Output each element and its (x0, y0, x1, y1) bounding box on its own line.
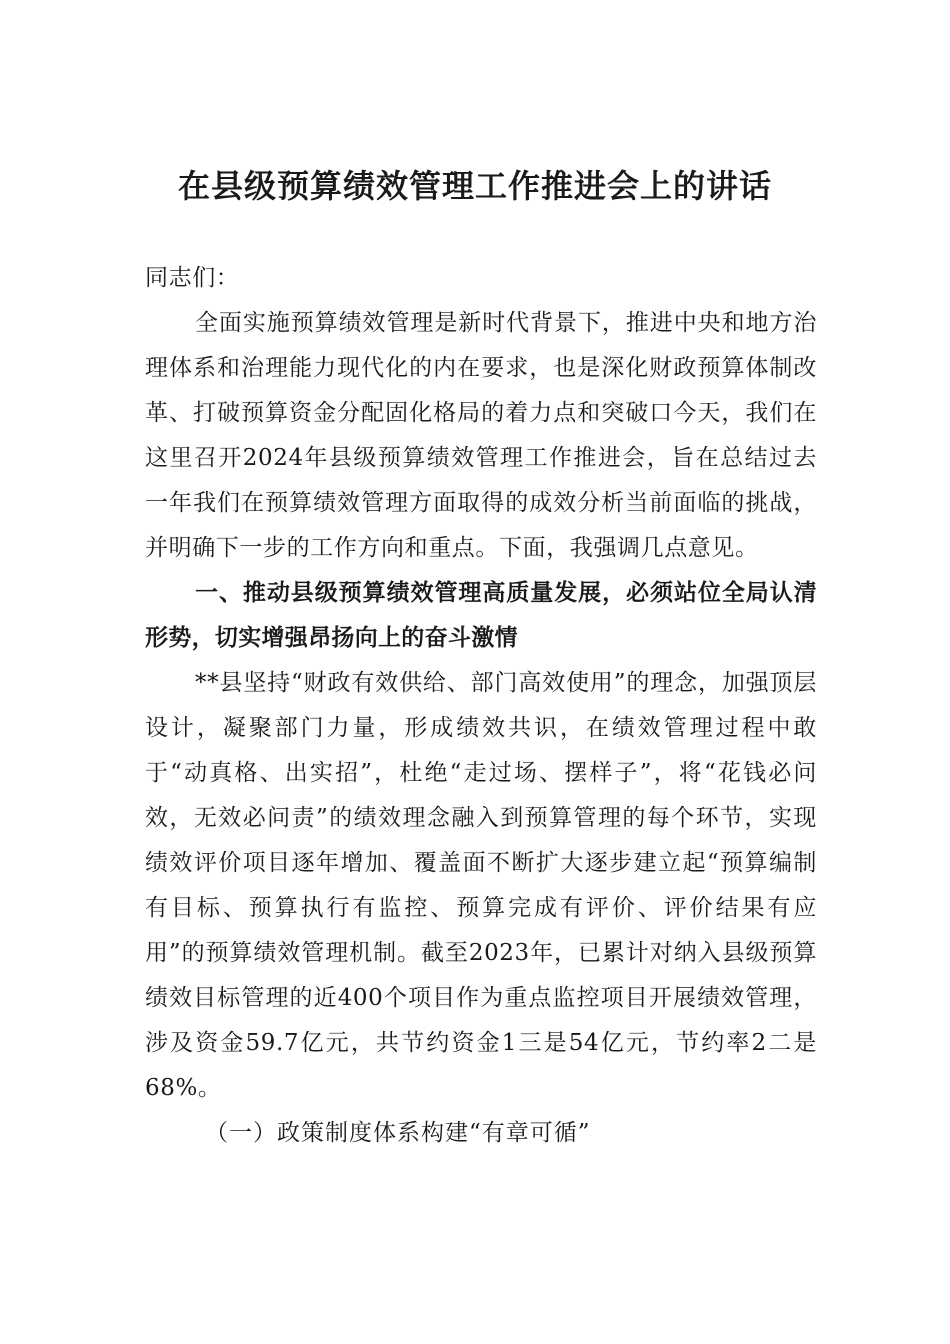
salutation: 同志们： (145, 265, 240, 291)
page-title: 在县级预算绩效管理工作推进会上的讲话 (177, 167, 772, 205)
section-one-heading: 一、推动县级预算绩效管理高质量发展，必须站位全局认清形势，切实增强昂扬向上的奋斗激情 (145, 580, 817, 651)
document-body (145, 256, 817, 1156)
intro-paragraph: 全面实施预算绩效管理是新时代背景下，推进中央和地方治理体系和治理能力现代化的内在要求，也是深化财政预算体制改革、打破预算资金分配固化格局的着力点和突破口今天，我们在这里召开2024年县级预算绩效管理工作推进会，旨在总结过去一年我们在预算绩效管理方面取得的成效分析当前面临的挑战，并明确下一步的工作方向和重点。下面，我强调几点意见。 (145, 310, 817, 561)
section-one-paragraph: **县坚持“财政有效供给、部门高效使用”的理念，加强顶层设计，凝聚部门力量，形成绩效共识，在绩效管理过程中敢于“动真格、出实招”，杜绝“走过场、摆样子”，将“花钱必问效，无效必问责”的绩效理念融入到预算管理的每个环节，实现绩效评价项目逐年增加、覆盖面不断扩大逐步建立起“预算编制有目标、预算执行有监控、预算完成有评价、评价结果有应用”的预算绩效管理机制。截至2023年，已累计对纳入县级预算绩效目标管理的近400个项目作为重点监控项目开展绩效管理，涉及资金59.7亿元，共节约资金1三是54亿元，节约率2二是68%。 (145, 670, 817, 1101)
subsection-one-heading: （一）政策制度体系构建“有章可循” (205, 1120, 591, 1146)
